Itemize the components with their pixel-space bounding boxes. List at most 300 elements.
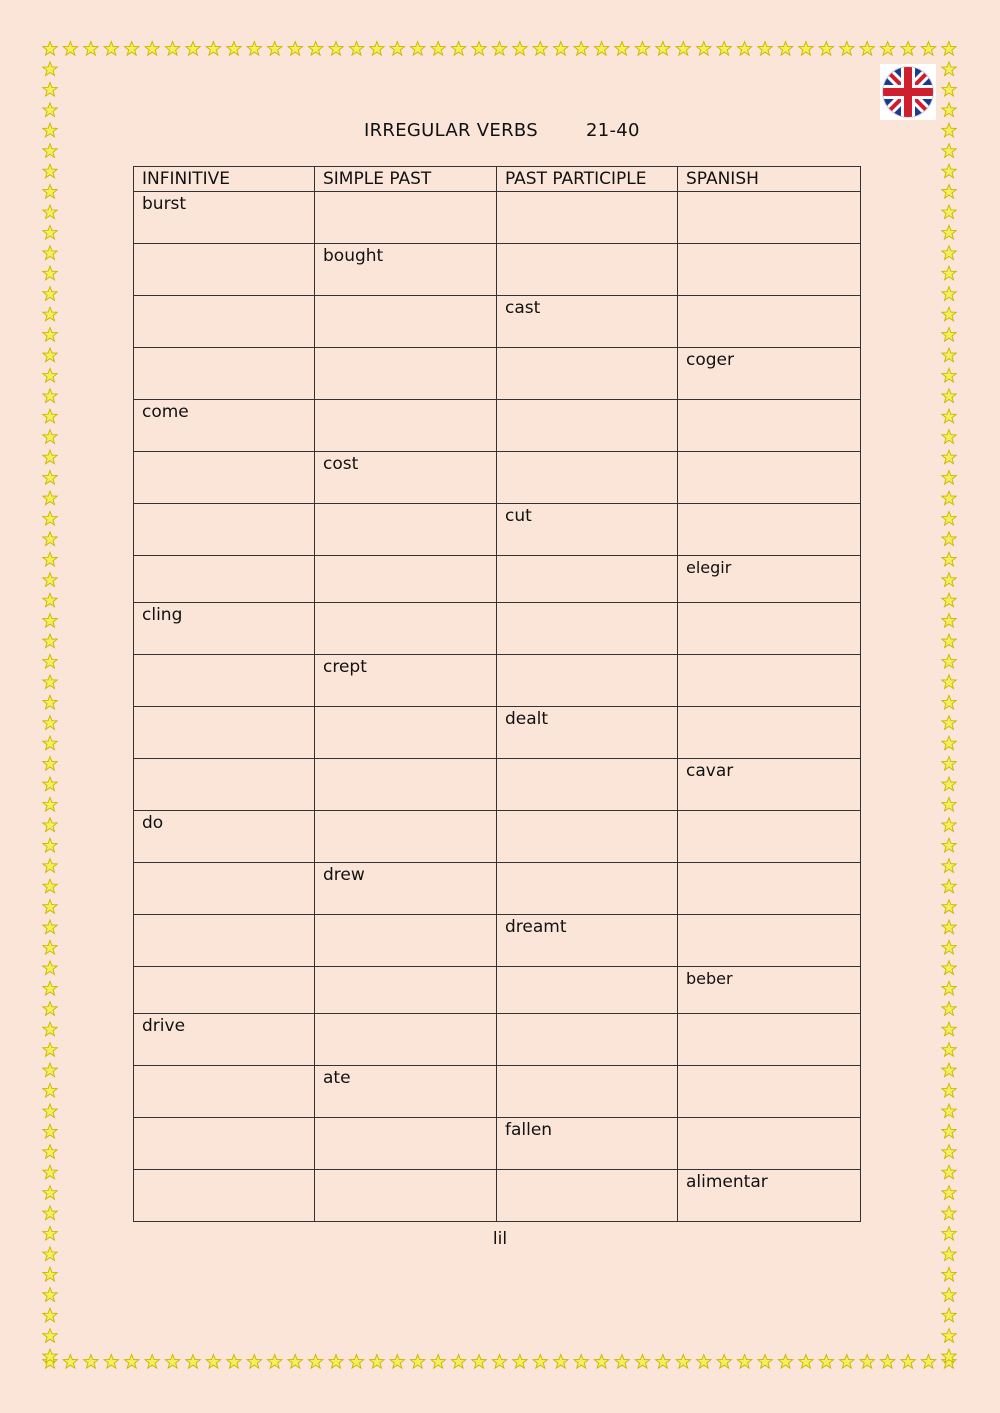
star-icon	[390, 1355, 404, 1369]
table-row	[134, 1066, 861, 1118]
table-row	[134, 244, 861, 296]
title-range: 21-40	[585, 120, 640, 141]
star-icon	[942, 573, 956, 587]
star-icon	[554, 1355, 568, 1369]
cell-infinitive[interactable]	[134, 915, 315, 967]
star-icon	[942, 797, 956, 811]
cell-infinitive[interactable]: cling	[134, 603, 315, 655]
star-icon	[942, 62, 956, 76]
cell-simple-past[interactable]	[315, 759, 497, 811]
header-spanish: SPANISH	[678, 167, 861, 192]
star-icon	[942, 736, 956, 750]
cell-infinitive[interactable]	[134, 967, 315, 1014]
star-icon	[942, 307, 956, 321]
table-row	[134, 400, 861, 452]
star-icon	[533, 1355, 547, 1369]
star-icon	[43, 573, 57, 587]
star-icon	[840, 42, 854, 56]
cell-past-participle[interactable]	[497, 759, 678, 811]
table-row	[134, 1170, 861, 1222]
star-icon	[942, 266, 956, 280]
cell-spanish[interactable]	[678, 811, 861, 863]
cell-past-participle[interactable]: cast	[497, 296, 678, 348]
star-icon	[63, 42, 77, 56]
star-icon	[43, 1288, 57, 1302]
cell-infinitive[interactable]	[134, 1118, 315, 1170]
star-icon	[43, 205, 57, 219]
cell-spanish[interactable]: coger	[678, 348, 861, 400]
star-icon	[43, 736, 57, 750]
star-icon	[942, 675, 956, 689]
star-icon	[43, 920, 57, 934]
star-icon	[43, 1206, 57, 1220]
star-icon	[43, 552, 57, 566]
star-icon	[942, 920, 956, 934]
star-icon	[472, 1355, 486, 1369]
star-icon	[717, 42, 731, 56]
star-icon	[799, 1355, 813, 1369]
star-icon	[942, 511, 956, 525]
star-icon	[104, 1355, 118, 1369]
star-icon	[349, 1355, 363, 1369]
star-icon	[942, 409, 956, 423]
star-icon	[43, 82, 57, 96]
footer-text: lil	[492, 1229, 508, 1249]
cell-simple-past[interactable]	[315, 967, 497, 1014]
star-icon	[43, 981, 57, 995]
star-icon	[942, 123, 956, 137]
star-icon	[43, 409, 57, 423]
star-icon	[921, 42, 935, 56]
star-icon	[288, 42, 302, 56]
cell-simple-past[interactable]: ate	[315, 1066, 497, 1118]
cell-past-participle[interactable]	[497, 967, 678, 1014]
cell-past-participle[interactable]	[497, 1014, 678, 1066]
star-icon	[942, 838, 956, 852]
cell-past-participle[interactable]: cut	[497, 504, 678, 556]
star-icon	[43, 593, 57, 607]
star-icon	[43, 1022, 57, 1036]
star-icon	[43, 246, 57, 260]
cell-spanish[interactable]: beber	[678, 967, 861, 1014]
star-icon	[942, 940, 956, 954]
star-icon	[942, 205, 956, 219]
star-icon	[942, 777, 956, 791]
table-row	[134, 707, 861, 759]
star-icon	[268, 42, 282, 56]
star-icon	[43, 491, 57, 505]
cell-spanish[interactable]	[678, 863, 861, 915]
cell-simple-past[interactable]	[315, 603, 497, 655]
table-row	[134, 556, 861, 603]
star-icon	[942, 1022, 956, 1036]
star-icon	[370, 42, 384, 56]
star-icon	[758, 1355, 772, 1369]
star-icon	[942, 430, 956, 444]
cell-spanish[interactable]	[678, 655, 861, 707]
cell-past-participle[interactable]	[497, 244, 678, 296]
star-icon	[942, 491, 956, 505]
star-icon	[329, 1355, 343, 1369]
star-icon	[942, 1186, 956, 1200]
cell-infinitive[interactable]	[134, 244, 315, 296]
star-icon	[43, 307, 57, 321]
star-icon	[942, 716, 956, 730]
table-row	[134, 603, 861, 655]
star-icon	[247, 42, 261, 56]
star-icon	[84, 1355, 98, 1369]
star-icon	[411, 42, 425, 56]
star-icon	[268, 1355, 282, 1369]
cell-infinitive[interactable]: burst	[134, 192, 315, 244]
cell-simple-past[interactable]	[315, 1014, 497, 1066]
header-simple-past: SIMPLE PAST	[315, 167, 497, 192]
star-icon	[942, 389, 956, 403]
star-icon	[615, 1355, 629, 1369]
star-icon	[43, 1104, 57, 1118]
star-icon	[390, 42, 404, 56]
star-icon	[43, 185, 57, 199]
cell-past-participle[interactable]	[497, 1170, 678, 1222]
star-icon	[921, 1355, 935, 1369]
cell-simple-past[interactable]	[315, 296, 497, 348]
cell-past-participle[interactable]: dreamt	[497, 915, 678, 967]
star-icon	[43, 123, 57, 137]
cell-spanish[interactable]	[678, 707, 861, 759]
star-icon	[43, 859, 57, 873]
star-icon	[942, 1063, 956, 1077]
star-icon	[43, 328, 57, 342]
star-icon	[574, 1355, 588, 1369]
cell-spanish[interactable]	[678, 244, 861, 296]
star-icon	[778, 1355, 792, 1369]
cell-infinitive[interactable]	[134, 863, 315, 915]
star-icon	[942, 287, 956, 301]
cell-spanish[interactable]: alimentar	[678, 1170, 861, 1222]
cell-spanish[interactable]	[678, 1014, 861, 1066]
cell-infinitive[interactable]	[134, 348, 315, 400]
star-icon	[942, 1083, 956, 1097]
star-icon	[308, 42, 322, 56]
star-icon	[43, 1083, 57, 1097]
star-icon	[880, 1355, 894, 1369]
cell-past-participle[interactable]	[497, 348, 678, 400]
cell-infinitive[interactable]	[134, 707, 315, 759]
cell-infinitive[interactable]	[134, 296, 315, 348]
star-icon	[942, 471, 956, 485]
star-icon	[227, 1355, 241, 1369]
star-icon	[860, 42, 874, 56]
table-row	[134, 296, 861, 348]
star-icon	[942, 1145, 956, 1159]
star-icon	[942, 42, 956, 56]
star-icon	[942, 368, 956, 382]
star-icon	[43, 389, 57, 403]
cell-past-participle[interactable]: dealt	[497, 707, 678, 759]
cell-infinitive[interactable]	[134, 504, 315, 556]
star-icon	[942, 225, 956, 239]
star-icon	[43, 1043, 57, 1057]
star-icon	[676, 1355, 690, 1369]
cell-past-participle[interactable]: fallen	[497, 1118, 678, 1170]
cell-spanish[interactable]: elegir	[678, 556, 861, 603]
cell-infinitive[interactable]	[134, 1066, 315, 1118]
cell-simple-past[interactable]	[315, 915, 497, 967]
table-row	[134, 1118, 861, 1170]
star-icon	[942, 532, 956, 546]
star-icon	[942, 552, 956, 566]
star-icon	[942, 1288, 956, 1302]
verbs-table	[133, 166, 861, 1222]
star-icon	[656, 42, 670, 56]
star-icon	[942, 1043, 956, 1057]
star-icon	[43, 900, 57, 914]
table-row	[134, 811, 861, 863]
star-icon	[533, 42, 547, 56]
star-icon	[942, 348, 956, 362]
star-icon	[43, 777, 57, 791]
header-past-participle: PAST PARTICIPLE	[497, 167, 678, 192]
star-icon	[656, 1355, 670, 1369]
star-icon	[451, 42, 465, 56]
star-icon	[942, 614, 956, 628]
cell-simple-past[interactable]	[315, 348, 497, 400]
star-icon	[43, 430, 57, 444]
cell-simple-past[interactable]	[315, 1170, 497, 1222]
cell-infinitive[interactable]	[134, 759, 315, 811]
table-header-row	[134, 167, 861, 192]
star-icon	[697, 42, 711, 56]
star-icon	[329, 42, 343, 56]
star-icon	[676, 42, 690, 56]
cell-past-participle[interactable]	[497, 192, 678, 244]
star-icon	[43, 225, 57, 239]
cell-spanish[interactable]	[678, 400, 861, 452]
star-icon	[513, 1355, 527, 1369]
star-icon	[43, 42, 57, 56]
star-icon	[43, 144, 57, 158]
title-text: IRREGULAR VERBS	[364, 120, 538, 141]
star-icon	[880, 42, 894, 56]
star-icon	[43, 1002, 57, 1016]
star-icon	[63, 1355, 77, 1369]
cell-spanish[interactable]	[678, 1118, 861, 1170]
cell-spanish[interactable]	[678, 603, 861, 655]
cell-simple-past[interactable]	[315, 1118, 497, 1170]
star-icon	[901, 1355, 915, 1369]
cell-simple-past[interactable]	[315, 192, 497, 244]
cell-simple-past[interactable]: drew	[315, 863, 497, 915]
star-icon	[206, 1355, 220, 1369]
star-icon	[717, 1355, 731, 1369]
uk-flag-icon	[880, 64, 936, 120]
header-infinitive: INFINITIVE	[134, 167, 315, 192]
star-icon	[942, 328, 956, 342]
cell-infinitive[interactable]: drive	[134, 1014, 315, 1066]
star-icon	[43, 266, 57, 280]
table-row	[134, 655, 861, 707]
star-icon	[942, 981, 956, 995]
star-icon	[942, 450, 956, 464]
star-icon	[125, 1355, 139, 1369]
cell-past-participle[interactable]	[497, 556, 678, 603]
star-icon	[125, 42, 139, 56]
cell-simple-past[interactable]	[315, 556, 497, 603]
star-icon	[43, 757, 57, 771]
star-icon	[778, 42, 792, 56]
star-icon	[43, 940, 57, 954]
table-row	[134, 915, 861, 967]
star-icon	[819, 42, 833, 56]
star-icon	[349, 42, 363, 56]
star-icon	[860, 1355, 874, 1369]
table-row	[134, 863, 861, 915]
star-icon	[43, 532, 57, 546]
cell-past-participle[interactable]	[497, 452, 678, 504]
star-icon	[942, 1002, 956, 1016]
star-icon	[942, 859, 956, 873]
star-icon	[901, 42, 915, 56]
star-icon	[942, 144, 956, 158]
star-icon	[411, 1355, 425, 1369]
star-icon	[594, 1355, 608, 1369]
star-icon	[758, 42, 772, 56]
star-icon	[288, 1355, 302, 1369]
cell-simple-past[interactable]	[315, 707, 497, 759]
table-row	[134, 452, 861, 504]
star-icon	[635, 42, 649, 56]
cell-spanish[interactable]: cavar	[678, 759, 861, 811]
star-icon	[513, 42, 527, 56]
star-icon	[942, 900, 956, 914]
star-icon	[942, 1206, 956, 1220]
cell-infinitive[interactable]	[134, 452, 315, 504]
cell-spanish[interactable]	[678, 296, 861, 348]
cell-spanish[interactable]	[678, 1066, 861, 1118]
star-icon	[942, 1124, 956, 1138]
star-icon	[472, 42, 486, 56]
cell-simple-past[interactable]: crept	[315, 655, 497, 707]
table-row	[134, 759, 861, 811]
cell-spanish[interactable]	[678, 192, 861, 244]
cell-infinitive[interactable]: do	[134, 811, 315, 863]
table-row	[134, 1014, 861, 1066]
star-icon	[431, 1355, 445, 1369]
cell-past-participle[interactable]	[497, 1066, 678, 1118]
star-icon	[43, 164, 57, 178]
cell-spanish[interactable]	[678, 504, 861, 556]
cell-past-participle[interactable]	[497, 655, 678, 707]
star-icon	[227, 42, 241, 56]
cell-simple-past[interactable]: cost	[315, 452, 497, 504]
star-icon	[942, 103, 956, 117]
page-title	[364, 120, 640, 141]
star-icon	[942, 593, 956, 607]
cell-spanish[interactable]	[678, 915, 861, 967]
star-icon	[186, 42, 200, 56]
star-icon	[43, 450, 57, 464]
star-icon	[145, 1355, 159, 1369]
cell-past-participle[interactable]	[497, 603, 678, 655]
table-row	[134, 192, 861, 244]
star-icon	[43, 797, 57, 811]
star-icon	[43, 1308, 57, 1322]
star-icon	[615, 42, 629, 56]
star-icon	[104, 42, 118, 56]
star-icon	[43, 471, 57, 485]
star-icon	[43, 1145, 57, 1159]
star-icon	[942, 634, 956, 648]
star-icon	[942, 961, 956, 975]
star-icon	[43, 961, 57, 975]
star-icon	[43, 838, 57, 852]
star-icon	[942, 1329, 956, 1343]
star-icon	[451, 1355, 465, 1369]
table-row	[134, 348, 861, 400]
cell-infinitive[interactable]	[134, 556, 315, 603]
star-icon	[247, 1355, 261, 1369]
star-icon	[431, 42, 445, 56]
star-icon	[43, 879, 57, 893]
cell-simple-past[interactable]	[315, 811, 497, 863]
star-icon	[43, 818, 57, 832]
star-icon	[43, 1267, 57, 1281]
star-icon	[165, 1355, 179, 1369]
star-icon	[635, 1355, 649, 1369]
star-icon	[43, 695, 57, 709]
cell-past-participle[interactable]	[497, 863, 678, 915]
cell-simple-past[interactable]	[315, 504, 497, 556]
star-icon	[43, 348, 57, 362]
star-icon	[165, 42, 179, 56]
star-icon	[554, 42, 568, 56]
star-icon	[492, 42, 506, 56]
star-icon	[942, 164, 956, 178]
cell-simple-past[interactable]: bought	[315, 244, 497, 296]
star-icon	[43, 614, 57, 628]
table-row	[134, 967, 861, 1014]
cell-infinitive[interactable]	[134, 1170, 315, 1222]
star-icon	[43, 654, 57, 668]
star-icon	[43, 1165, 57, 1179]
star-icon	[492, 1355, 506, 1369]
star-icon	[145, 42, 159, 56]
star-icon	[942, 879, 956, 893]
star-icon	[799, 42, 813, 56]
star-icon	[819, 1355, 833, 1369]
cell-simple-past[interactable]	[315, 400, 497, 452]
star-icon	[43, 634, 57, 648]
star-icon	[43, 62, 57, 76]
star-icon	[942, 818, 956, 832]
star-icon	[942, 654, 956, 668]
star-icon	[942, 1308, 956, 1322]
star-icon	[308, 1355, 322, 1369]
star-icon	[43, 675, 57, 689]
star-icon	[942, 757, 956, 771]
cell-infinitive[interactable]: come	[134, 400, 315, 452]
star-icon	[942, 1165, 956, 1179]
star-icon	[737, 1355, 751, 1369]
star-icon	[43, 287, 57, 301]
cell-spanish[interactable]	[678, 452, 861, 504]
cell-infinitive[interactable]	[134, 655, 315, 707]
star-icon	[370, 1355, 384, 1369]
star-icon	[84, 42, 98, 56]
cell-past-participle[interactable]	[497, 811, 678, 863]
cell-past-participle[interactable]	[497, 400, 678, 452]
star-icon	[942, 246, 956, 260]
